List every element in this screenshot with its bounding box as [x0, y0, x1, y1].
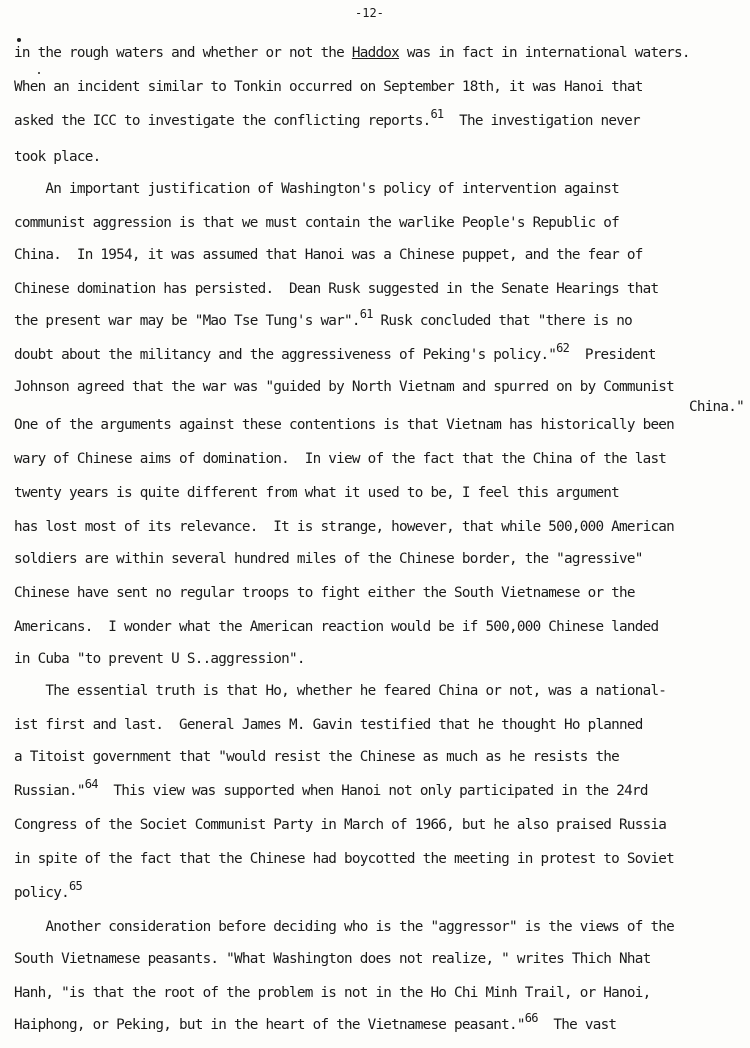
line-text: Chinese domination has persisted. Dean Rusk suggested in the Senate Hearings that	[14, 281, 659, 297]
line-text: a Titoist government that "would resist the Chinese as much as he resists the	[14, 749, 620, 765]
footnote-ref: 61	[430, 107, 444, 121]
line-text: in Cuba "to prevent U S..aggression".	[14, 651, 305, 667]
text-line	[14, 341, 656, 364]
stray-mark	[17, 38, 21, 42]
line-text: took place.	[14, 149, 101, 165]
footnote-ref: 61	[359, 307, 373, 321]
text-line	[14, 450, 666, 468]
line-text: Haiphong, or Peking, but in the heart of the Vietnamese peasant."	[14, 1017, 525, 1033]
page-number: -12-	[355, 6, 384, 20]
line-text: ist first and last. General James M. Gavin testified that he thought Ho planned	[14, 717, 643, 733]
line-text: South Vietnamese peasants. "What Washington does not realize, " writes Thich Nhat	[14, 951, 651, 967]
line-text: asked the ICC to investigate the conflicting reports.	[14, 113, 431, 129]
line-text: Russian."	[14, 783, 85, 799]
line-text: twenty years is quite different from what it used to be, I feel this argument	[14, 485, 620, 501]
line-text: Americans. I wonder what the American reaction would be if 500,000 Chinese landed	[14, 619, 659, 635]
line-text: wary of Chinese aims of domination. In view of the fact that the China of the last	[14, 451, 667, 467]
text-line	[14, 246, 643, 264]
line-text: has lost most of its relevance. It is strange, however, that while 500,000 American	[14, 519, 675, 535]
text-line	[14, 180, 619, 198]
line-text: China. In 1954, it was assumed that Hanoi was a Chinese puppet, and the fear of	[14, 247, 643, 263]
text-line	[14, 44, 690, 62]
text-line	[14, 518, 674, 536]
text-line	[14, 777, 648, 800]
text-line	[14, 78, 643, 96]
text-line	[14, 416, 674, 434]
text-line	[14, 1011, 617, 1034]
line-text: in spite of the fact that the Chinese had boycotted the meeting in protest to Soviet	[14, 851, 675, 867]
text-line	[14, 484, 619, 502]
footnote-ref: 64	[84, 777, 98, 791]
text-line	[14, 950, 650, 968]
text-line	[14, 748, 619, 766]
line-text: China."	[688, 399, 744, 415]
line-text: The vast	[537, 1017, 617, 1033]
line-text: President	[569, 347, 656, 363]
text-line	[14, 584, 635, 602]
ship-name: Haddox	[351, 45, 400, 61]
text-line	[14, 918, 674, 936]
text-line	[14, 307, 632, 330]
footnote-ref: 62	[556, 341, 570, 355]
line-text: policy.	[14, 885, 70, 901]
line-text: Chinese have sent no regular troops to fight either the South Vietnamese or the	[14, 585, 635, 601]
line-text: One of the arguments against these contentions is that Vietnam has historically been	[14, 417, 675, 433]
text-line	[14, 618, 658, 636]
line-text: in the rough waters and whether or not the	[14, 45, 352, 61]
text-line	[14, 816, 666, 834]
line-text: the present war may be "Mao Tse Tung's war".	[14, 313, 360, 329]
text-line	[14, 148, 100, 166]
text-line	[14, 280, 658, 298]
line-text: soldiers are within several hundred miles of the Chinese border, the "agressive"	[14, 551, 643, 567]
line-text: This view was supported when Hanoi not only participated in the 24rd	[97, 783, 648, 799]
text-line	[14, 682, 666, 700]
line-text: doubt about the militancy and the aggressiveness of Peking's policy."	[14, 347, 557, 363]
line-text: The investigation never	[443, 113, 640, 129]
text-line	[14, 650, 305, 668]
text-line	[14, 378, 674, 396]
line-text: Congress of the Societ Communist Party in March of 1966, but he also praised Russia	[14, 817, 667, 833]
text-line	[14, 214, 619, 232]
footnote-ref: 66	[524, 1011, 538, 1025]
line-text: Hanh, "is that the root of the problem is not in the Ho Chi Minh Trail, or Hanoi,	[14, 985, 651, 1001]
line-text: Rusk concluded that "there is no	[372, 313, 632, 329]
text-line	[14, 984, 650, 1002]
line-text: When an incident similar to Tonkin occurred on September 18th, it was Hanoi that	[14, 79, 643, 95]
text-line	[14, 850, 674, 868]
text-line	[14, 107, 640, 130]
stray-mark	[38, 72, 40, 74]
text-line	[14, 716, 643, 734]
text-line	[689, 398, 744, 416]
line-text: Another consideration before deciding who is the "aggressor" is the views of the	[14, 919, 675, 935]
line-text: Johnson agreed that the war was "guided by North Vietnam and spurred on by Communist	[14, 379, 675, 395]
line-text: was in fact in international waters.	[399, 45, 690, 61]
text-line	[14, 879, 82, 902]
line-text: An important justification of Washington's policy of intervention against	[14, 181, 620, 197]
line-text: communist aggression is that we must contain the warlike People's Republic of	[14, 215, 620, 231]
line-text: The essential truth is that Ho, whether he feared China or not, was a national-	[14, 683, 667, 699]
footnote-ref: 65	[69, 879, 82, 893]
text-line	[14, 550, 643, 568]
